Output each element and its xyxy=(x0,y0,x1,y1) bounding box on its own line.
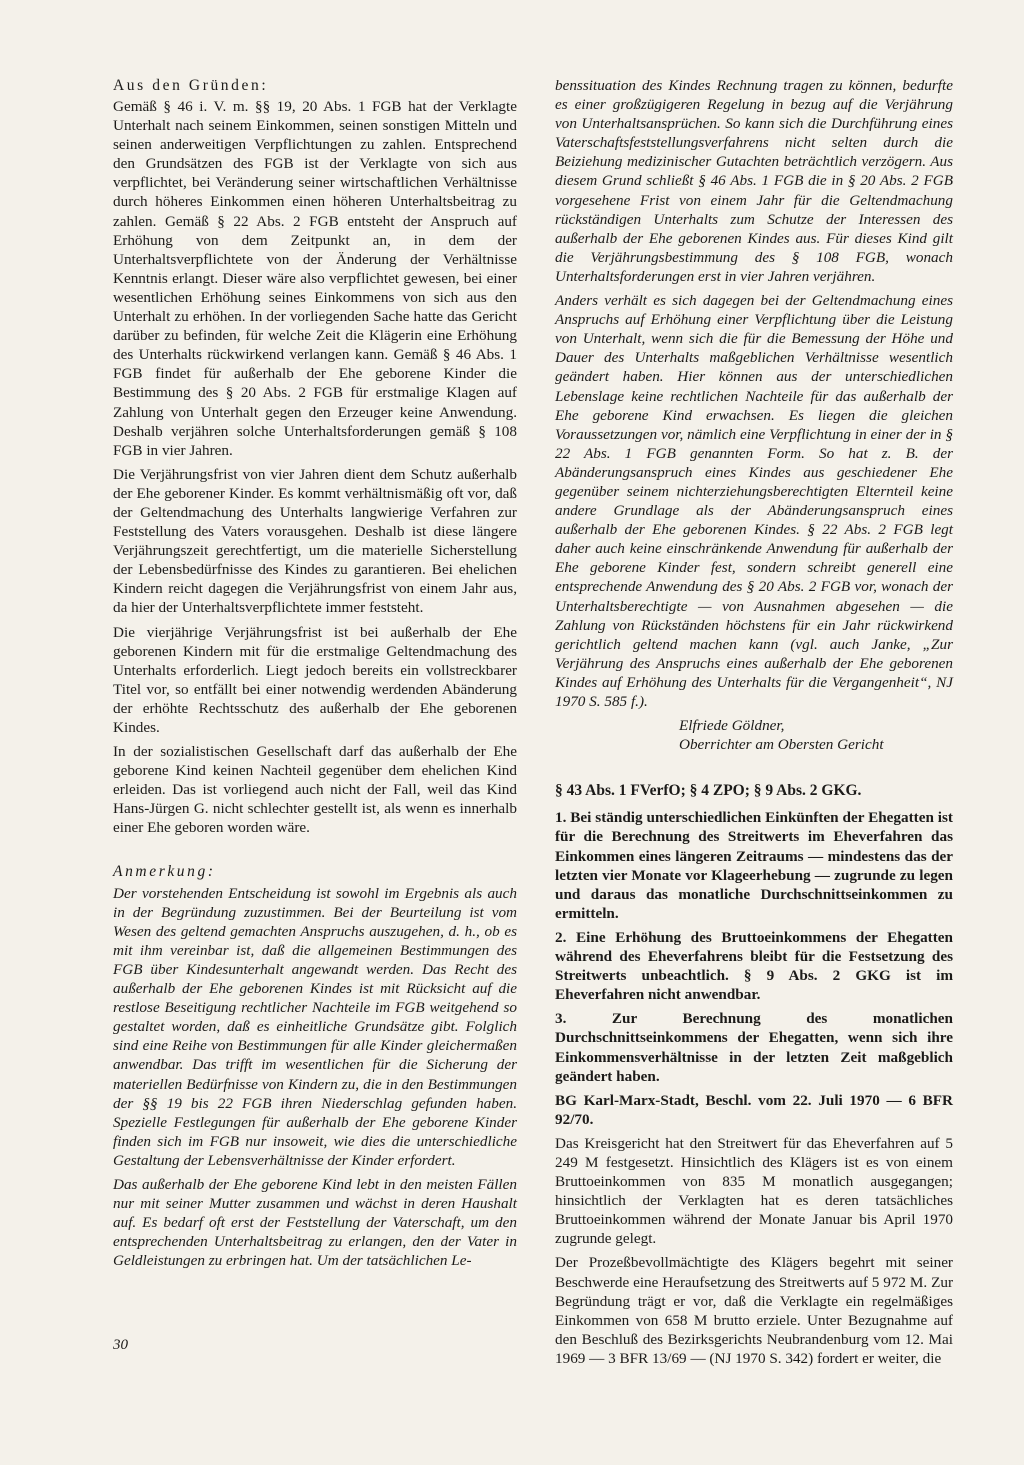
signature-block xyxy=(555,716,953,754)
annotation-paragraph: Der vorstehenden Entscheidung ist sowohl im Ergebnis als auch in der Begründung zuzustimmen. Bei der Beurteilung ist vom Wesen des geltend gemachten Anspruchs auszugehen, d. h., ob es mit ihm vereinbar ist, daß die allgemeinen Bestimmungen des FGB über Kindesunterhalt angewandt werden. Das Recht des außerhalb der Ehe geborenen Kindes ist mit Rücksicht auf die restlose Beseitigung rechtlicher Nachteile im FGB weitgehend so gestaltet worden, daß es einheitliche Grundsätze gibt. Folglich sind eine Reihe von Bestimmungen für alle Kinder gleichermaßen anwendbar. Das trifft im wesentlichen für die Sicherung der materiellen Bedürfnisse von Kindern zu, die in den Bestimmungen der §§ 19 bis 22 FGB ihren Niederschlag gefunden haben. Spezielle Festlegungen für außerhalb der Ehe geborene Kinder finden sich im FGB nur insoweit, wie dies die unterschiedliche Gestaltung der Lebensverhältnisse der Kinder erfordert. xyxy=(113,884,517,1169)
guideline-item: 1. Bei ständig unterschiedlichen Einkünften der Ehegatten ist für die Berechnung des Streitwerts im Eheverfahren das Einkommen eines längeren Zeitraums — mindestens das der letzten vier Monate vor Klageerhebung — zugrunde zu legen und daraus das monatliche Durchschnittseinkommen zu ermitteln. xyxy=(555,809,953,922)
decision-body xyxy=(555,1134,953,1368)
page-number: 30 xyxy=(113,1337,128,1353)
norms-line: § 43 Abs. 1 FVerfO; § 4 ZPO; § 9 Abs. 2 GKG. xyxy=(555,782,862,800)
court-citation: BG Karl-Marx-Stadt, Beschl. vom 22. Juli 1970 — 6 BFR 92/70. xyxy=(555,1091,953,1128)
annotation-body xyxy=(113,884,517,1271)
annotation-continued xyxy=(555,76,953,711)
reasons-paragraph: Die Verjährungsfrist von vier Jahren dient dem Schutz außerhalb der Ehe geborener Kinder. Es kommt verhältnismäßig oft vor, daß der Geltendmachung des Unterhalts langwierige Verfahren zur Feststellung des Vaters vorausgehen. Deshalb ist diese längere Verjährungszeit gerechtfertigt, um die materielle Sicherstellung der Lebensbedürfnisse des Kindes zu garantieren. Bei ehelichen Kindern reicht dagegen die Verjährungsfrist von einem Jahr aus, da hier der Unterhaltsverpflichtete immer feststeht. xyxy=(113,465,517,617)
annotation-paragraph: Das außerhalb der Ehe geborene Kind lebt in den meisten Fällen nur mit seiner Mutter zusammen und wächst in deren Haushalt auf. Es bedarf oft erst der Feststellung der Vaterschaft, um den entsprechenden Unterhaltsbeitrag zu erlangen, den der Vater in Geldleistungen zu erbringen hat. Um der tatsächlichen Le- xyxy=(113,1175,517,1270)
reasons-paragraph: In der sozialistischen Gesellschaft darf das außerhalb der Ehe geborene Kind keinen Nachteil gegenüber dem ehelichen Kind erleiden. Das ist vorliegend auch nicht der Fall, weil das Kind Hans-Jürgen G. nicht schlechter gestellt ist, als wenn es innerhalb einer Ehe geboren worden wäre. xyxy=(113,743,517,837)
reasons-body xyxy=(113,97,517,838)
reasons-paragraph: Die vierjährige Verjährungsfrist ist bei außerhalb der Ehe geborenen Kindern mit für die erstmalige Geltendmachung des Unterhalts erforderlich. Liegt jedoch bereits ein vollstreckbarer Titel vor, so entfällt bei einer notwendig werdenden Abänderung der erhöhte Rechtsschutz des außerhalb der Ehe geborenen Kindes. xyxy=(113,623,517,736)
left-column xyxy=(113,76,517,1275)
decision-paragraph: Der Prozeßbevollmächtigte des Klägers begehrt mit seiner Beschwerde eine Heraufsetzung des Streitwerts auf 5 972 M. Zur Begründung trägt er vor, daß die Verklagte ein regelmäßiges Einkommen von 658 M brutto erziele. Unter Bezugnahme auf den Beschluß des Bezirksgerichts Neubrandenburg vom 12. Mai 1969 — 3 BFR 13/69 — (NJ 1970 S. 342) fordert er weiter, die xyxy=(555,1254,953,1367)
section-heading-reasons: Aus den Gründen: xyxy=(113,77,269,94)
decision-paragraph: Das Kreisgericht hat den Streitwert für das Eheverfahren auf 5 249 M festgesetzt. Hinsichtlich des Klägers ist es von einem Bruttoeinkommen von 835 M monatlich ausgegangen; hinsichtlich der Verklagten hat es deren tatsächliches Bruttoeinkommen während der Monate Januar bis April 1970 zugrunde gelegt. xyxy=(555,1134,953,1248)
annotation-paragraph: benssituation des Kindes Rechnung tragen zu können, bedurfte es einer großzügigeren Regelung in bezug auf die Verjährung von Unterhaltsansprüchen. So kann sich die Durchführung eines Vaterschaftsfeststellungsverfahrens nicht selten durch die Beiziehung medizinischer Gutachten beträchtlich verzögern. Aus diesem Grund schließt § 46 Abs. 1 FGB die in § 20 Abs. 2 FGB vorgesehene Frist von einem Jahr für die Geltendmachung rückständigen Unterhalts zum Schutze der Interessen des außerhalb der Ehe geborenen Kindes aus. Für dieses Kind gilt die Verjährungsbestimmung des § 108 FGB, wonach Unterhaltsforderungen erst in vier Jahren verjähren. xyxy=(555,77,953,285)
annotation-paragraph: Anders verhält es sich dagegen bei der Geltendmachung eines Anspruchs auf Erhöhung einer Verpflichtung über die Leistung von Unterhalt, wenn sich die für die Bemessung der Höhe und Dauer des Unterhalts maßgeblichen Verhältnisse wesentlich geändert haben. Hier können aus der unterschiedlichen Lebenslage keine rechtlichen Nachteile für das außerhalb der Ehe geborene Kind erwachsen. Es liegen die gleichen Voraussetzungen vor, nämlich eine Verpflichtung in einer der in § 22 Abs. 1 FGB genannten Form. So hat z. B. der Abänderungsanspruch eines Kindes aus geschiedener Ehe gegenüber seinem nichterziehungsberechtigten Elternteil keine andere Grundlage als der Abänderungsanspruch eines außerhalb der Ehe geborenen Kindes. § 22 Abs. 2 FGB legt daher auch keine einschränkende Anwendung für außerhalb der Ehe geborene Kinder fest, sondern schreibt generell eine entsprechende Anwendung des § 20 Abs. 2 FGB vor, wonach der Unterhaltsberechtigte — von Ausnahmen abgesehen — die Zahlung von Rückständen höchstens für ein Jahr rückwirkend gerichtlich geltend machen kann (vgl. auch Janke, „Zur Verjährung des Anspruchs eines außerhalb der Ehe geborenen Kindes auf Erhöhung des Unterhalts für die Vergangenheit“, NJ 1970 S. 585 f.). xyxy=(555,292,953,710)
reasons-paragraph: Gemäß § 46 i. V. m. §§ 19, 20 Abs. 1 FGB hat der Verklagte Unterhalt nach seinem Einkommen, seinen sonstigen Mitteln und seinen anderweitigen Verpflichtungen zu zahlen. Entsprechend den Grundsätzen des FGB ist der Verklagte von sich aus verpflichtet, bei Veränderung seiner wirtschaftlichen Verhältnisse durch höheres Einkommen einen höheren Unterhaltsbeitrag zu zahlen. Gemäß § 22 Abs. 2 FGB entsteht der Anspruch auf Erhöhung von dem Zeitpunkt an, in dem der Unterhaltsverpflichtete von der Änderung der Verhältnisse Kenntnis erlangt. Dieser wäre also verpflichtet gewesen, bei einer wesentlichen Erhöhung seines Einkommens von sich aus den Unterhalt zu erhöhen. In der vorliegenden Sache hatte das Gericht darüber zu befinden, für welche Zeit die Klägerin eine Erhöhung des Unterhalts rückwirkend verlangen kann. Gemäß § 46 Abs. 1 FGB findet für außerhalb der Ehe geborene Kinder die Bestimmung des § 20 Abs. 2 FGB für erstmalige Klagen auf Zahlung von Unterhalt gegen den Erzeuger keine Anwendung. Deshalb verjähren solche Unterhaltsforderungen gemäß § 108 FGB in vier Jahren. xyxy=(113,98,517,459)
signature-title: Oberrichter am Obersten Gericht xyxy=(679,736,884,754)
signature-name: Elfriede Göldner, xyxy=(679,717,785,735)
right-column xyxy=(555,76,953,1373)
annotation-heading: Anmerkung: xyxy=(113,862,216,880)
guideline-item: 2. Eine Erhöhung des Bruttoeinkommens der Ehegatten während des Eheverfahrens bleibt für die Festsetzung des Streitwerts unbeachtlich. § 9 Abs. 2 GKG ist im Eheverfahren nicht anwendbar. xyxy=(555,928,953,1004)
guidelines xyxy=(555,808,953,1129)
guideline-item: 3. Zur Berechnung des monatlichen Durchschnittseinkommens der Ehegatten, wenn sich ihre Einkommensverhältnisse in der letzten Zeit maßgeblich geändert haben. xyxy=(555,1010,953,1085)
